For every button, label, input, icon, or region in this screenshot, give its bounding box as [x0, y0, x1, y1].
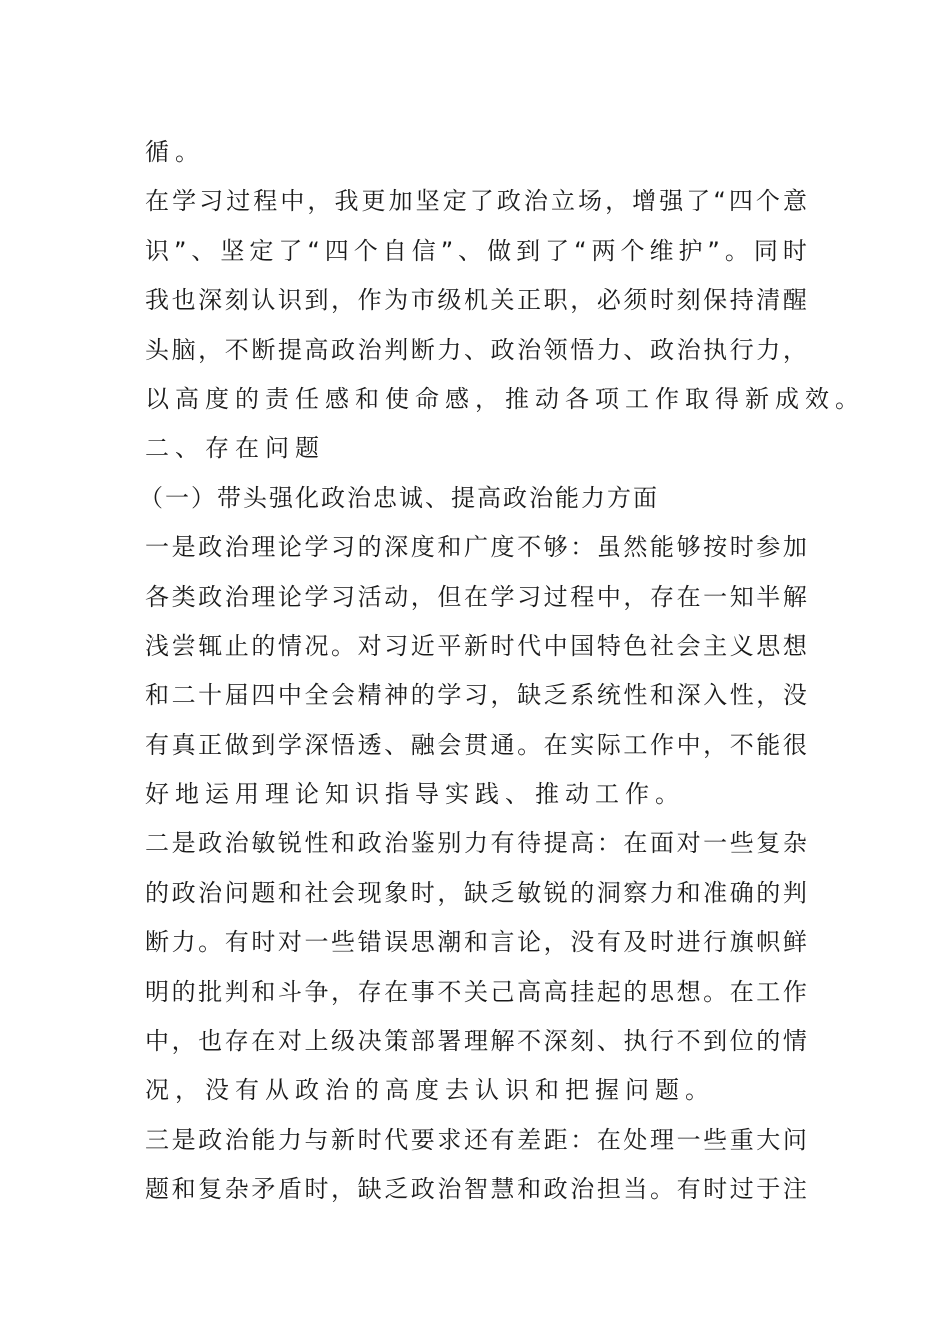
subsection-heading: （一）带头强化政治忠诚、提高政治能力方面: [139, 483, 659, 512]
document-page: [139, 128, 865, 1215]
paragraph-line: 在 学 习 过 程 中 ， 我 更 加 坚 定 了 政 治 立 场 ， 增 强 了 “ 四 个 意: [145, 187, 807, 216]
paragraph-line: 的 政 治 问 题 和 社 会 现 象 时 ， 缺 乏 敏 锐 的 洞 察 力 和 准 确 的 判: [145, 878, 807, 907]
paragraph-line: 一 是 政 治 理 论 学 习 的 深 度 和 广 度 不 够 ： 虽 然 能 够 按 时 参 加: [145, 533, 807, 562]
paragraph-line: 断 力 。 有 时 对 一 些 错 误 思 潮 和 言 论 ， 没 有 及 时 进 行 旗 帜 鲜: [145, 928, 807, 957]
paragraph-line: 头 脑 ， 不 断 提 高 政 治 判 断 力 、 政 治 领 悟 力 、 政 治 执 行 力 ，: [145, 335, 807, 364]
paragraph-line: 三 是 政 治 能 力 与 新 时 代 要 求 还 有 差 距 ： 在 处 理 一 些 重 大 问: [145, 1125, 807, 1154]
paragraph-line: 中 ， 也 存 在 对 上 级 决 策 部 署 理 解 不 深 刻 、 执 行 不 到 位 的 情: [145, 1027, 807, 1056]
paragraph-line: 浅 尝 辄 止 的 情 况 。 对 习 近 平 新 时 代 中 国 特 色 社 会 主 义 思 想: [145, 631, 807, 660]
paragraph-line: 和 二 十 届 四 中 全 会 精 神 的 学 习 ， 缺 乏 系 统 性 和 深 入 性 ， 没: [145, 681, 807, 710]
paragraph-line: 循。: [145, 138, 205, 166]
paragraph-line: 二 是 政 治 敏 锐 性 和 政 治 鉴 别 力 有 待 提 高 ： 在 面 对 一 些 复 杂: [145, 829, 807, 858]
paragraph-line: 况，没有从政治的高度去认识和把握问题。: [145, 1076, 715, 1105]
paragraph-line: 我 也 深 刻 认 识 到 ， 作 为 市 级 机 关 正 职 ， 必 须 时 刻 保 持 清 醒: [145, 286, 807, 315]
paragraph-line: 各 类 政 治 理 论 学 习 活 动 ， 但 在 学 习 过 程 中 ， 存 在 一 知 半 解: [145, 582, 807, 611]
paragraph-line: 明 的 批 判 和 斗 争 ， 存 在 事 不 关 己 高 高 挂 起 的 思 想 。 在 工 作: [145, 977, 807, 1006]
paragraph-line: 好地运用理论知识指导实践、推动工作。: [145, 780, 685, 809]
paragraph-line: 题 和 复 杂 矛 盾 时 ， 缺 乏 政 治 智 慧 和 政 治 担 当 。 有 时 过 于 注: [145, 1175, 807, 1204]
paragraph-line: 以高度的责任感和使命感，推动各项工作取得新成效。: [145, 384, 865, 413]
paragraph-line: 识 ” 、 坚 定 了 “ 四 个 自 信 ” 、 做 到 了 “ 两 个 维 护 ” 。 同 时: [145, 236, 807, 265]
paragraph-line: 有 真 正 做 到 学 深 悟 透 、 融 会 贯 通 。 在 实 际 工 作 中 ， 不 能 很: [145, 730, 807, 759]
section-heading: 二、存在问题: [145, 434, 325, 463]
